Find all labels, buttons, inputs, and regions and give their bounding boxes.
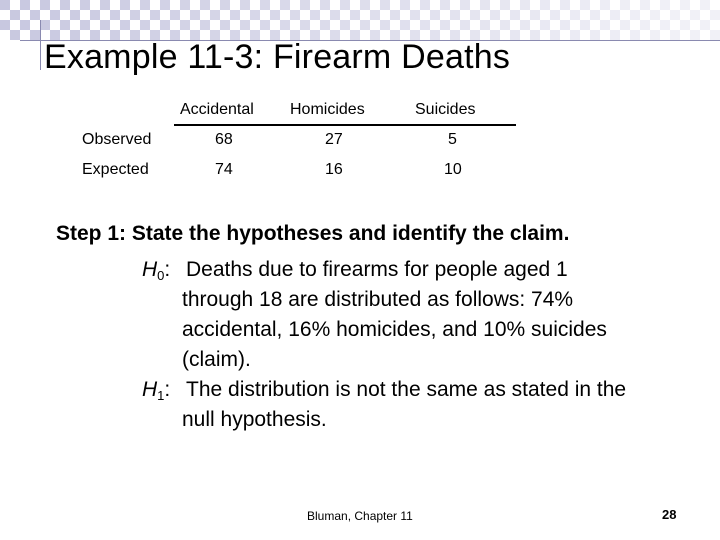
column-header-accidental: Accidental [180,101,254,118]
checker-square [160,20,170,30]
checker-square [290,10,300,20]
checker-square [90,10,100,20]
checker-square [370,10,380,20]
checker-square [660,20,670,30]
checker-square [670,30,680,40]
null-hypothesis-line: accidental, 16% homicides, and 10% suicides [182,318,607,341]
table-cell: 16 [325,161,343,178]
checker-square [40,20,50,30]
checker-square [580,20,590,30]
checker-square [510,30,520,40]
hypothesis-colon: : [164,258,171,281]
checker-square [690,30,700,40]
checker-square [660,0,670,10]
alternative-hypothesis-line: null hypothesis. [182,408,327,431]
checker-square [170,10,180,20]
null-hypothesis-label [142,255,170,291]
checker-square [220,20,230,30]
checker-square [500,20,510,30]
checker-square [80,0,90,10]
checker-square [300,20,310,30]
checker-square [690,10,700,20]
column-header-suicides: Suicides [415,101,476,118]
checker-square [50,10,60,20]
checker-square [340,0,350,10]
checker-square [680,0,690,10]
checker-square [0,20,10,30]
header-checker-pattern [0,0,720,40]
checker-square [300,0,310,10]
checker-square [240,0,250,10]
checker-square [240,20,250,30]
checker-square [310,10,320,20]
table-header-rule [174,124,516,126]
checker-square [580,0,590,10]
checker-square [640,0,650,10]
checker-square [60,0,70,10]
checker-square [210,10,220,20]
checker-square [520,20,530,30]
checker-square [120,0,130,10]
null-hypothesis-line: (claim). [182,348,251,371]
checker-square [550,10,560,20]
checker-square [220,0,230,10]
alternative-hypothesis-line: The distribution is not the same as stated in the [186,378,627,401]
checker-square [460,20,470,30]
hypothesis-colon: : [164,378,171,401]
checker-square [610,10,620,20]
checker-square [510,10,520,20]
table-cell: 27 [325,131,343,148]
hypothesis-subscript: 0 [157,268,165,283]
checker-square [500,0,510,10]
checker-square [650,10,660,20]
checker-square [30,30,40,40]
table-cell: 68 [215,131,233,148]
checker-square [180,20,190,30]
checker-square [540,0,550,10]
checker-square [490,10,500,20]
checker-square [330,10,340,20]
checker-square [180,0,190,10]
checker-square [450,10,460,20]
checker-square [600,20,610,30]
checker-square [270,10,280,20]
checker-square [260,20,270,30]
checker-square [230,10,240,20]
checker-square [380,0,390,10]
checker-square [410,10,420,20]
hypothesis-letter: H [142,378,158,401]
checker-square [320,0,330,10]
checker-square [100,20,110,30]
row-label-observed: Observed [82,131,152,148]
header-vertical-rule [40,20,41,70]
checker-square [20,0,30,10]
checker-square [140,20,150,30]
checker-square [440,0,450,10]
checker-square [520,0,530,10]
checker-square [120,20,130,30]
checker-square [260,0,270,10]
checker-square [670,10,680,20]
checker-square [360,20,370,30]
checker-square [60,20,70,30]
checker-square [590,10,600,20]
checker-square [140,0,150,10]
checker-square [100,0,110,10]
column-header-homicides: Homicides [290,101,365,118]
checker-square [480,20,490,30]
table-cell: 10 [444,161,462,178]
checker-square [600,0,610,10]
checker-square [650,30,660,40]
checker-square [440,20,450,30]
checker-square [680,20,690,30]
checker-square [250,10,260,20]
table-cell: 74 [215,161,233,178]
checker-square [400,0,410,10]
checker-square [160,0,170,10]
checker-square [0,0,10,10]
checker-square [700,20,710,30]
footer-source: Bluman, Chapter 11 [307,509,413,523]
checker-square [630,10,640,20]
hypothesis-subscript: 1 [157,388,165,403]
page-number: 28 [662,507,677,522]
checker-square [340,20,350,30]
checker-square [30,10,40,20]
slide-title: Example 11-3: Firearm Deaths [44,38,511,76]
checker-square [390,10,400,20]
checker-square [380,20,390,30]
checker-square [110,10,120,20]
checker-square [350,10,360,20]
checker-square [150,10,160,20]
checker-square [480,0,490,10]
checker-square [360,0,370,10]
checker-square [10,10,20,20]
checker-square [280,20,290,30]
checker-square [320,20,330,30]
checker-square [620,20,630,30]
hypothesis-letter: H [142,258,158,281]
checker-square [280,0,290,10]
checker-square [430,10,440,20]
checker-square [470,10,480,20]
checker-square [460,0,470,10]
checker-square [700,0,710,10]
checker-square [400,20,410,30]
checker-square [530,10,540,20]
checker-square [20,20,30,30]
checker-square [560,0,570,10]
checker-square [570,30,580,40]
checker-square [200,0,210,10]
checker-square [130,10,140,20]
row-label-expected: Expected [82,161,149,178]
checker-square [70,10,80,20]
checker-square [190,10,200,20]
checker-square [550,30,560,40]
checker-square [540,20,550,30]
checker-square [710,10,720,20]
table-cell: 5 [448,131,457,148]
checker-square [630,30,640,40]
checker-square [620,0,630,10]
checker-square [80,20,90,30]
checker-square [590,30,600,40]
alternative-hypothesis-label [142,375,170,411]
checker-square [710,30,720,40]
checker-square [420,0,430,10]
checker-square [200,20,210,30]
checker-square [560,20,570,30]
checker-square [10,30,20,40]
checker-square [420,20,430,30]
checker-square [610,30,620,40]
null-hypothesis-line: through 18 are distributed as follows: 74% [182,288,574,311]
null-hypothesis-line: Deaths due to firearms for people aged 1 [186,258,568,281]
checker-square [40,0,50,10]
checker-square [570,10,580,20]
checker-square [530,30,540,40]
step-heading: Step 1: State the hypotheses and identify the claim. [56,222,570,245]
checker-square [640,20,650,30]
